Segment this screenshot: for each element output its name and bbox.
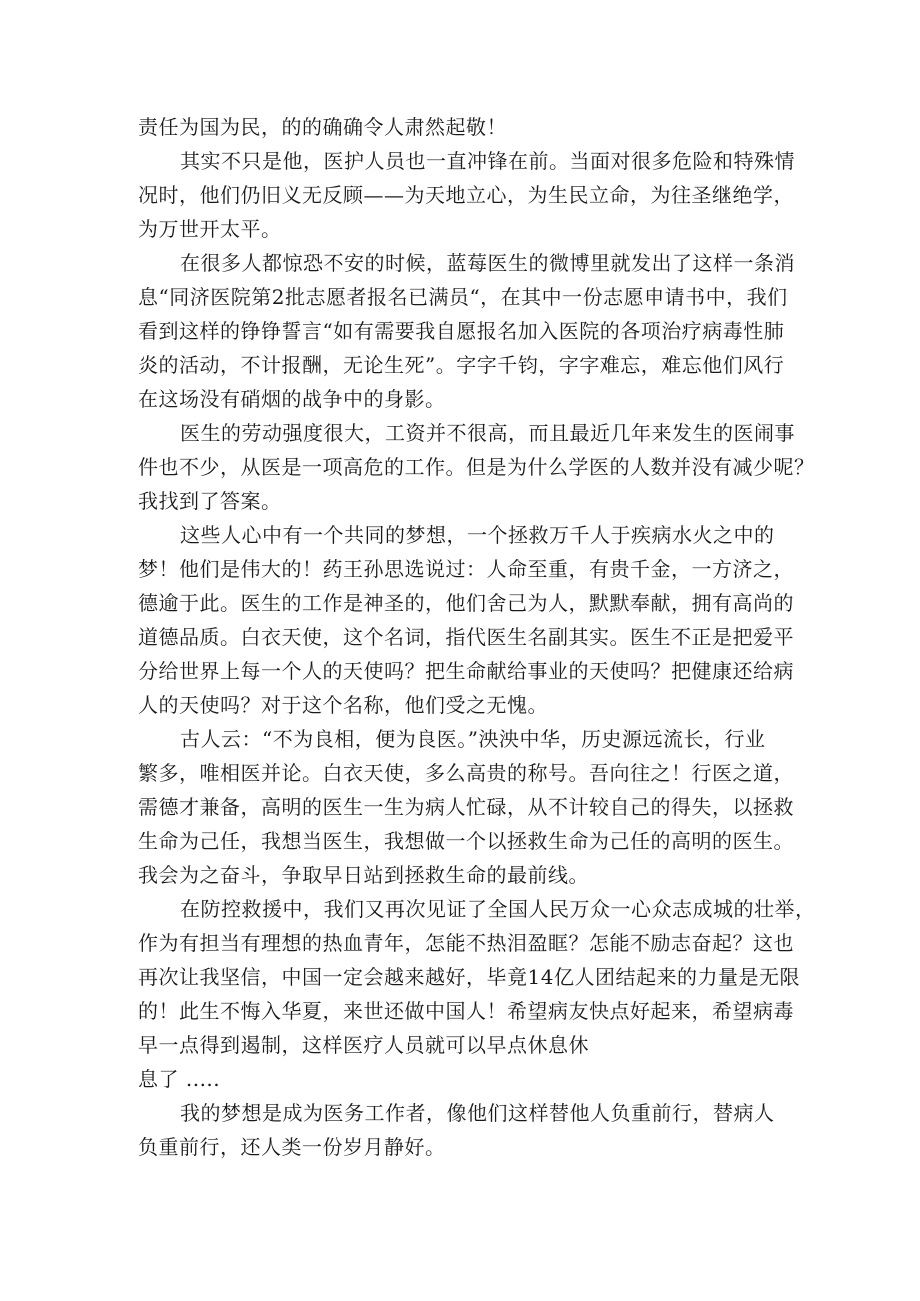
text-line: 在很多人都惊恐不安的时候，蓝莓医生的微博里就发出了这样一条消: [180, 251, 795, 275]
text-line: 德逾于此。医生的工作是神圣的，他们舍己为人，默默奉献，拥有高尚的: [138, 591, 794, 615]
text-line: 这些人心中有一个共同的梦想，一个拯救万千人于疾病水火之中的: [180, 523, 775, 547]
text-line: 早一点得到遏制，这样医疗人员就可以早点休息休: [138, 1033, 589, 1057]
text-line: 古人云：“不为良相，便为良医。”泱泱中华，历史源远流长，行业: [180, 727, 766, 751]
text-line: 责任为国为民，的的确确令人肃然起敬！: [138, 115, 507, 139]
text-line: 需德才兼备，高明的医生一生为病人忙碌，从不计较自己的得失，以拯救: [138, 795, 794, 819]
text-line: 为万世开太平。: [138, 217, 282, 241]
text-line: 人的天使吗？对于这个名称，他们受之无愧。: [138, 693, 548, 717]
text-line: 道德品质。白衣天使，这个名词，指代医生名副其实。医生不正是把爱平: [138, 625, 794, 649]
text-line: 看到这样的铮铮誓言“如有需要我自愿报名加入医院的各项治疗病毒性肺: [138, 319, 785, 343]
text-line: 息“同济医院第2批志愿者报名已满员“，在其中一份志愿申请书中，我们: [138, 285, 788, 309]
text-line: 繁多，唯相医并论。白衣天使，多么高贵的称号。吾向往之！行医之道，: [138, 761, 794, 785]
text-line: 的！此生不悔入华夏，来世还做中国人！希望病友快点好起来，希望病毒: [138, 999, 794, 1023]
text-line: 分给世界上每一个人的天使吗？把生命献给事业的天使吗？把健康还给病: [138, 659, 794, 683]
document-body: [138, 110, 816, 1164]
text-line: 梦！他们是伟大的！药王孙思选说过：人命至重，有贵千金，一方济之，: [138, 557, 794, 581]
text-line: 医生的劳动强度很大，工资并不很高，而且最近几年来发生的医闹事: [180, 421, 795, 445]
text-line: 我的梦想是成为医务工作者，像他们这样替他人负重前行，替病人: [180, 1101, 775, 1125]
text-line: 作为有担当有理想的热血青年，怎能不热泪盈眶？怎能不励志奋起？这也: [138, 931, 794, 955]
text-line: 生命为己任，我想当医生，我想做一个以拯救生命为己任的高明的医生。: [138, 829, 794, 853]
text-line: 我会为之奋斗，争取早日站到拯救生命的最前线。: [138, 863, 589, 887]
text-line: 负重前行，还人类一份岁月静好。: [138, 1135, 446, 1159]
text-line: 况时，他们仍旧义无反顾——为天地立心，为生民立命，为往圣继绝学，: [138, 183, 794, 207]
text-line: 我找到了答案。: [138, 489, 282, 513]
text-line: 在这场没有硝烟的战争中的身影。: [138, 387, 446, 411]
text-line: 在防控救援中，我们又再次见证了全国人民万众一心众志成城的壮举，: [180, 897, 816, 921]
text-line: 再次让我坚信，中国一定会越来越好，毕竟14亿人团结起来的力量是无限: [138, 965, 800, 989]
text-line: 其实不只是他，医护人员也一直冲锋在前。当面对很多危险和特殊情: [180, 149, 795, 173]
text-line: 炎的活动，不计报酬，无论生死”。字字千钧，字字难忘，难忘他们风行: [138, 353, 785, 377]
text-line: 件也不少，从医是一项高危的工作。但是为什么学医的人数并没有减少呢？: [138, 455, 815, 479]
text-line: 息了 .....: [138, 1067, 221, 1091]
